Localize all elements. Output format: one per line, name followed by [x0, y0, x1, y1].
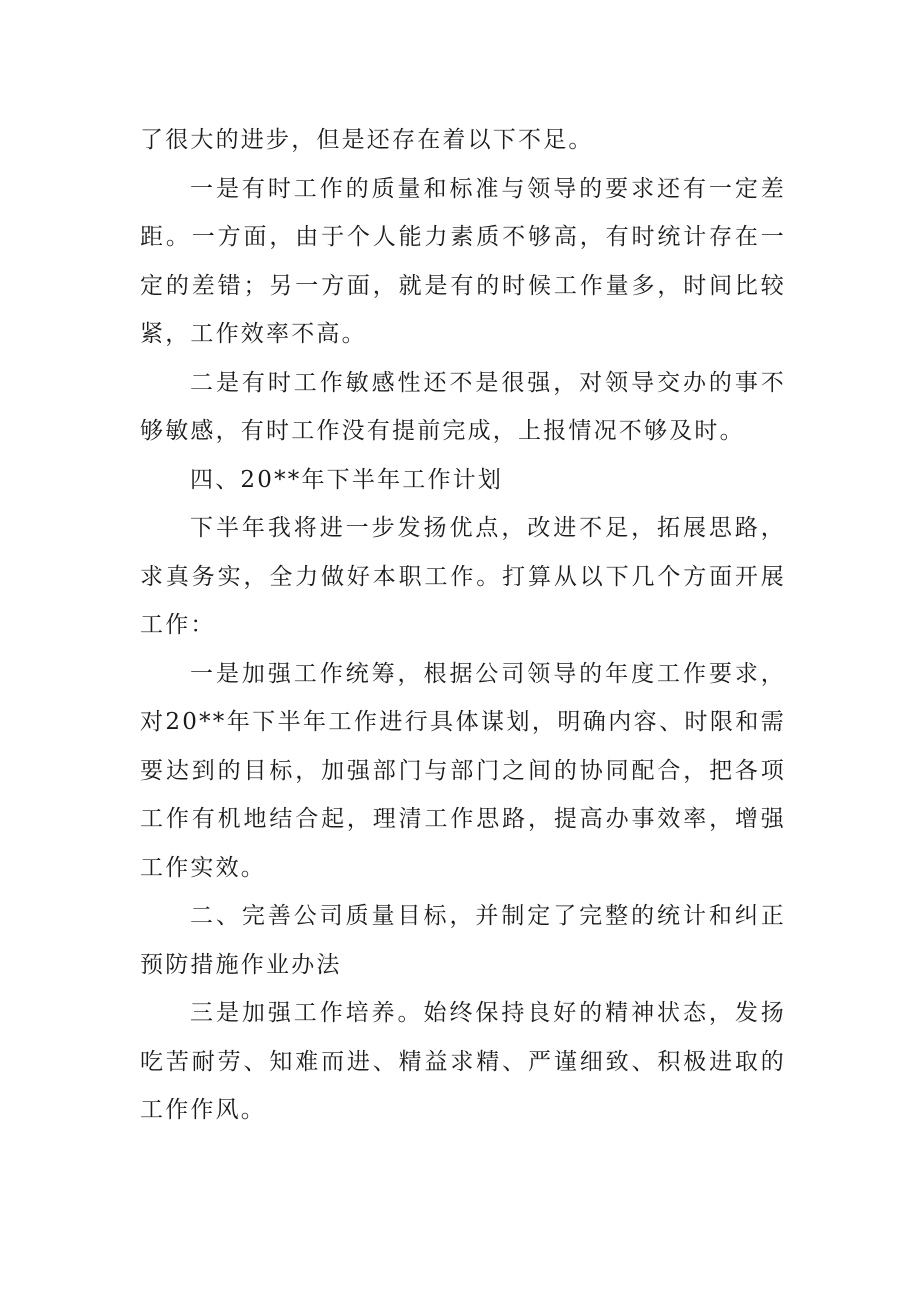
paragraph-shortcoming-1: 一是有时工作的质量和标准与领导的要求还有一定差距。一方面，由于个人能力素质不够高，有时统计存在一定的差错；另一方面，就是有的时候工作量多，时间比较紧，工作效率不高。: [140, 175, 786, 347]
document-body: [140, 116, 786, 1135]
paragraph-plan-2: 二、完善公司质量目标，并制定了完整的统计和纠正预防措施作业办法: [140, 903, 786, 978]
paragraph-continuation: 了很大的进步，但是还存在着以下不足。: [140, 127, 594, 153]
paragraph-plan-1: 一是加强工作统筹，根据公司领导的年度工作要求，对20**年下半年工作进行具体谋划，明确内容、时限和需要达到的目标，加强部门与部门之间的协同配合，把各项工作有机地结合起，理清工作思路，提高办事效率，增强工作实效。: [140, 660, 786, 881]
paragraph-shortcoming-2: 二是有时工作敏感性还不是很强，对领导交办的事不够敏感，有时工作没有提前完成，上报情况不够及时。: [140, 369, 786, 444]
section-heading-plan: 四、20**年下半年工作计划: [190, 466, 504, 493]
paragraph-plan-intro: 下半年我将进一步发扬优点，改进不足，拓展思路，求真务实，全力做好本职工作。打算从以下几个方面开展工作：: [140, 515, 786, 638]
paragraph-plan-3: 三是加强工作培养。始终保持良好的精神状态，发扬吃苦耐劳、知难而进、精益求精、严谨细致、积极进取的工作作风。: [140, 1000, 786, 1123]
